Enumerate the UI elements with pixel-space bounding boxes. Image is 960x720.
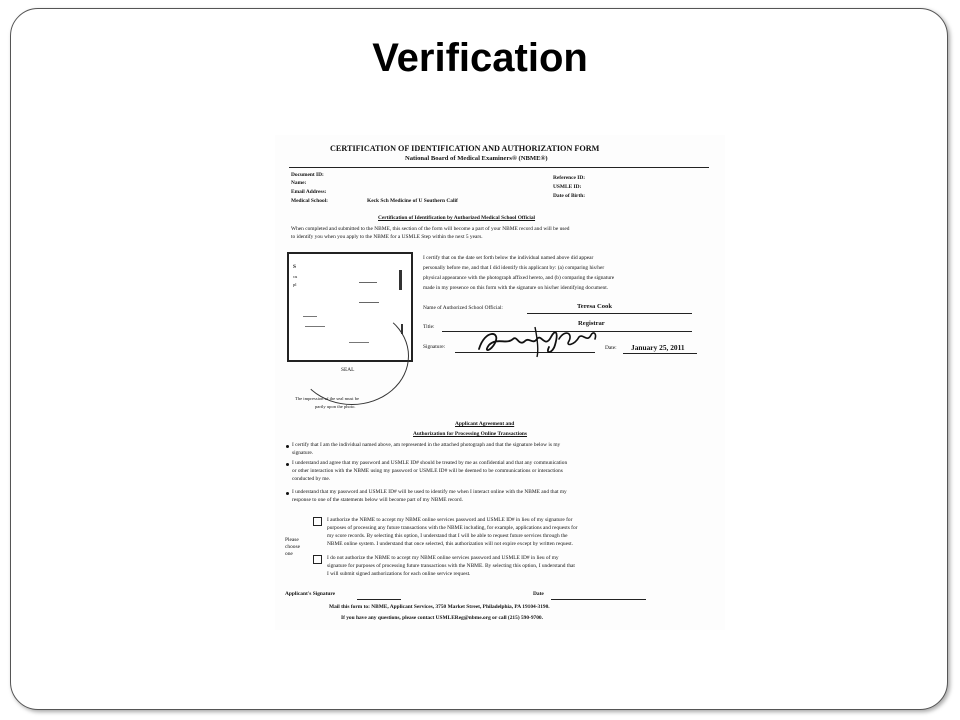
option-authorize-line: NBME online system. I understand that once selected, this authorization will not expire except by written request.	[327, 541, 573, 547]
form-title: CERTIFICATION OF IDENTIFICATION AND AUTHORIZATION FORM	[330, 144, 600, 153]
seal-label: SEAL	[341, 367, 355, 373]
option-authorize-line: my score records. By selecting this option, I understand that I will be able to request future services through the	[327, 533, 568, 539]
agreement-bullet-line: I certify that I am the individual named above, am represented in the attached photograph and that the signature below is my	[292, 442, 561, 448]
option-do-not-authorize-checkbox[interactable]	[313, 555, 322, 564]
choose-label: Please	[285, 537, 299, 543]
option-authorize-line: purposes of processing any future transactions with the NBME including, for example, applications and requests for	[327, 525, 578, 531]
official-name-value: Teresa Cook	[577, 303, 612, 310]
field-email: Email Address:	[291, 189, 327, 195]
field-name: Name:	[291, 180, 307, 186]
certify-line: I certify that on the date set forth below the individual named above did appear	[423, 255, 594, 261]
agreement-bullet-line: or other interaction with the NBME using my password or USMLE ID# will be deemed to be communications or interactions	[292, 468, 563, 474]
option-do-not-authorize-line: signature for purposes of processing future transactions with the NBME. By selecting this option, I understand that	[327, 563, 575, 569]
applicant-date-label: Date	[533, 591, 544, 597]
header-rule	[289, 167, 709, 168]
option-authorize-checkbox[interactable]	[313, 517, 322, 526]
seal-stamp	[295, 307, 409, 405]
certify-line: physical appearance with the photograph affixed hereto, and (b) comparing the signature	[423, 275, 615, 281]
official-title-label: Title:	[423, 324, 435, 330]
seal-note: The impression of the seal must be	[295, 396, 360, 401]
mail-instructions: Mail this form to: NBME, Applicant Services, 3750 Market Street, Philadelphia, PA 19104-3190.	[329, 604, 550, 610]
medical-school-value: Keck Sch Medicine of U Southern Calif	[367, 198, 458, 204]
photo-fragment: cu	[293, 274, 298, 279]
official-signature	[475, 325, 600, 359]
field-usmle-id: USMLE ID:	[553, 184, 582, 190]
section1-intro-line: to identify you when you apply to the NBME for a USMLE Step within the next 5 years.	[291, 234, 483, 240]
choose-label: choose	[285, 544, 300, 550]
seal-note: partly upon the photo.	[315, 404, 356, 409]
date-label: Date:	[605, 345, 617, 351]
section2-heading: Applicant Agreement and	[455, 421, 515, 427]
form-subtitle: National Board of Medical Examiners® (NBME®)	[405, 155, 548, 162]
photo-fragment: pl	[293, 282, 297, 287]
section2-heading: Authorization for Processing Online Transactions	[413, 431, 528, 437]
certify-line: personally before me, and that I did identify this applicant by: (a) comparing his/her	[423, 265, 605, 271]
field-reference-id: Reference ID:	[553, 175, 586, 181]
section1-intro-line: When completed and submitted to the NBME, this section of the form will become a part of your NBME record and will be used	[291, 226, 570, 232]
official-title-value: Registrar	[578, 320, 605, 327]
slide-title: Verification	[372, 36, 588, 80]
date-value: January 25, 2011	[631, 343, 685, 352]
contact-instructions: If you have any questions, please contact USMLEReg@nbme.org or call (215) 590-9700.	[341, 615, 543, 621]
section1-heading: Certification of Identification by Authorized Medical School Official	[378, 215, 536, 221]
choose-label: one	[285, 551, 293, 557]
agreement-bullet-line: I understand that my password and USMLE ID# will be used to identify me when I interact online with the NBME and that my	[292, 489, 567, 495]
field-document-id: Document ID:	[291, 172, 324, 178]
official-name-label: Name of Authorized School Official:	[423, 305, 503, 311]
agreement-bullet-line: I understand and agree that my password and USMLE ID# should be treated by me as confidential and that any communication	[292, 460, 568, 466]
agreement-bullet-line: conducted by me.	[292, 476, 331, 482]
signature-label: Signature:	[423, 344, 446, 350]
photo-fragment: S	[293, 264, 296, 270]
agreement-bullet-line: signature.	[292, 450, 314, 456]
applicant-signature-label: Applicant's Signature	[285, 591, 336, 597]
agreement-bullet-line: response to one of the statements below will become part of my NBME record.	[292, 497, 463, 503]
option-authorize-line: I authorize the NBME to accept my NBME online services password and USMLE ID# in lieu of my signature for	[327, 517, 573, 523]
option-do-not-authorize-line: I will submit signed authorizations for each online service request.	[327, 571, 471, 577]
field-date-of-birth: Date of Birth:	[553, 193, 586, 199]
scanned-form	[275, 135, 725, 630]
certify-line: made in my presence on this form with the signature on his/her identifying document.	[423, 285, 609, 291]
field-medical-school: Medical School:	[291, 198, 328, 204]
option-do-not-authorize-line: I do not authorize the NBME to accept my NBME online services password and USMLE ID# in lieu of my	[327, 555, 559, 561]
